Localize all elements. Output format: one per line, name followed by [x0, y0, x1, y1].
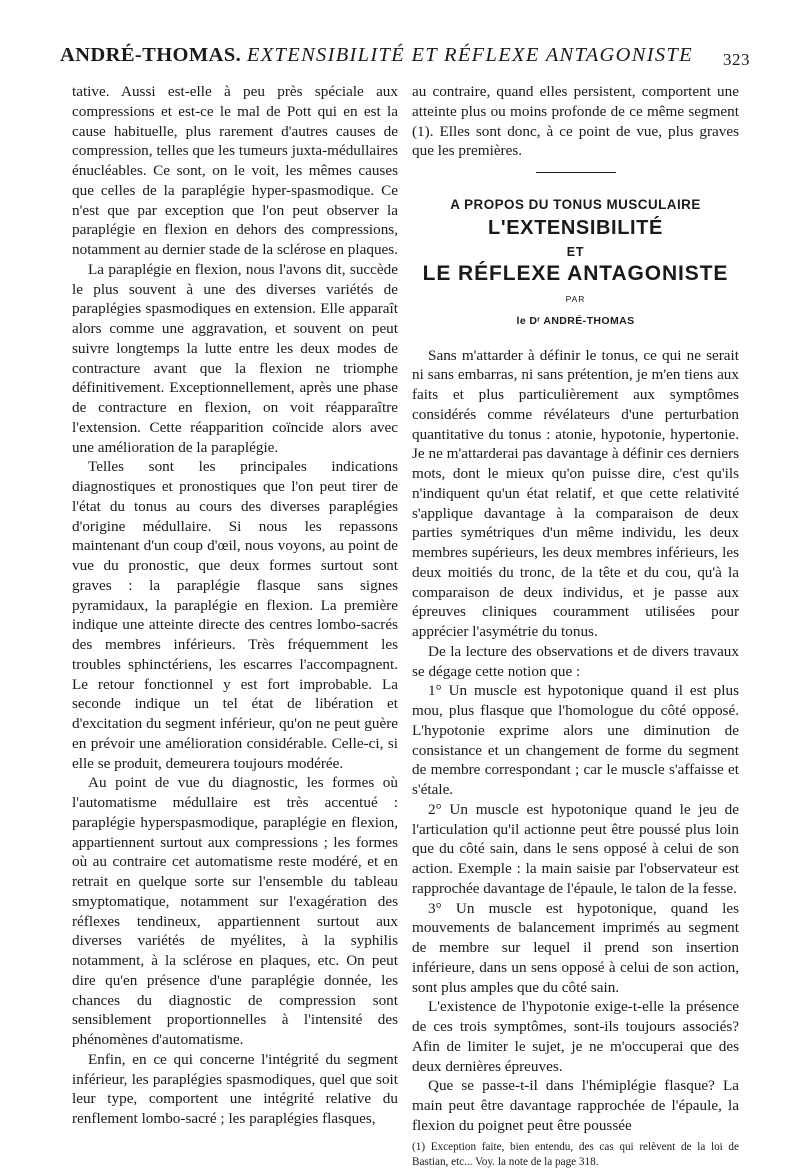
- paragraph: De la lecture des observations et de divers travaux se dégage cette notion que :: [412, 642, 739, 680]
- left-column: [72, 82, 398, 1129]
- page-number: 323: [723, 50, 750, 69]
- article-title-line2: LE RÉFLEXE ANTAGONISTE: [422, 262, 729, 286]
- paragraph: tative. Aussi est-elle à peu près spéciale aux compressions et est-ce le mal de Pott qui en est la cause habituelle, plus rarement d'autres causes de compression, telles que les tumeurs juxta-médullaires énucléables. Ce sont, on le voit, les mêmes causes que celles de la paraplégie hyper-spasmodique. Ce n'est que par exception que l'on peut observer la paraplégie en flexion en dehors des compressions, notamment au dernier stade de la sclérose en plaques.: [72, 83, 398, 258]
- article-title-conjunction: ET: [566, 244, 585, 259]
- running-header: [60, 44, 750, 74]
- paragraph: Que se passe-t-il dans l'hémiplégie flasque? La main peut être davantage rapprochée de l'épaule, la flexion du poignet peut être poussée: [412, 1077, 739, 1134]
- paragraph: Sans m'attarder à définir le tonus, ce qui ne serait ni sans embarras, ni sans prétention, je m'en tiens aux faits et plus particulièrement aux symptômes considérés comme révélateurs d'une perturbation quantitative du tonus : atonie, hypotonie, hypertonie. Je ne m'attarderai pas davantage à définir ces derniers mots, dont le mieux qu'on puisse dire, c'est qu'ils n'indiquent qu'un état relatif, et que cette relativité s'applique davantage à la comparaison de deux parties symétriques d'un même individu, les deux membres supérieurs, les deux membres inférieurs, les deux moitiés du tronc, de la tête et du cou, qu'à la comparaison de deux individus, et je passe aux épreuves cliniques couramment utilisées pour apprécier l'asymétrie du tonus.: [412, 346, 739, 640]
- paragraph: au contraire, quand elles persistent, comportent une atteinte plus ou moins profonde de ce même segment (1). Elles sont donc, à ce point de vue, plus graves que les premières.: [412, 83, 739, 160]
- article-kicker: A PROPOS DU TONUS MUSCULAIRE: [450, 197, 701, 212]
- header-author: ANDRÉ-THOMAS.: [60, 44, 242, 66]
- right-column: [412, 82, 739, 1170]
- article-byline-par: PAR: [565, 294, 586, 304]
- numbered-paragraph: 1° Un muscle est hypotonique quand il est plus mou, plus flasque que l'homologue du côté opposé. L'hypotonie exprime alors une diminution de consistance et un changement de forme du segment de membre correspondant ; car le muscle s'affaisse et s'étale.: [412, 682, 739, 798]
- article-title-line1: L'EXTENSIBILITÉ: [488, 216, 663, 239]
- numbered-paragraph: 2° Un muscle est hypotonique quand le jeu de l'articulation qu'il actionne peut être poussé plus loin que du côté sain, dans le sens opposé à celui de son action. Exemple : la main saisie par l'observateur est rapprochée davantage de l'épaule, le talon de la fesse.: [412, 800, 739, 897]
- article-author: le Dʳ ANDRÉ-THOMAS: [516, 314, 635, 327]
- paragraph: L'existence de l'hypotonie exige-t-elle la présence de ces trois symptômes, sont-ils toujours associés? Afin de limiter le sujet, je ne m'occuperai que des deux dernières épreuves.: [412, 998, 739, 1075]
- paragraph: Au point de vue du diagnostic, les formes où l'automatisme médullaire est très accentué : paraplégie hyperspasmodique, paraplégie en flexion, appartiennent surtout aux compressions ; les formes où au contraire cet automatisme reste modéré, et en retrait en quelque sorte sur l'ensemble du tableau smyptomatique, notamment sur l'exagération des réflexes tendineux, appartiennent surtout aux diverses variétés de myélites, à la syphilis notamment, à la sclérose en plaques, etc. On peut dire qu'en présence d'une paraplégie donnée, les chances du diagnostic de compression sont sensiblement proportionnelles à l'intensité des phénomènes d'automatisme.: [72, 774, 398, 1048]
- paragraph: Enfin, en ce qui concerne l'intégrité du segment inférieur, les paraplégies spasmodiques, quel que soit leur type, comportent une intégrité relative du renflement lombo-sacré ; les paraplégies flasques,: [72, 1050, 398, 1127]
- header-title: EXTENSIBILITÉ ET RÉFLEXE ANTAGONISTE: [246, 44, 693, 66]
- footnote: (1) Exception faite, bien entendu, des cas qui relèvent de la loi de Bastian, etc... Voy. la note de la page 318.: [412, 1140, 739, 1168]
- section-divider: [536, 172, 616, 173]
- numbered-paragraph: 3° Un muscle est hypotonique, quand les mouvements de balancement imprimés au segment de membre sur lequel il prend son insertion inférieure, dans un sens opposé à celui de son action, sont plus amples que du côté sain.: [412, 899, 739, 996]
- paragraph: Telles sont les principales indications diagnostiques et pronostiques que l'on peut tirer de l'état du tonus au cours des diverses paraplégies d'origine médullaire. Si nous les repassons maintenant d'un coup d'œil, nous voyons, au point de vue du pronostic, que deux formes surtout sont graves : la paraplégie flasque sans signes pyramidaux, la paraplégie en flexion. La première indique une atteinte directe des centres lombo-sacrés des membres inférieurs. Très fréquemment les troubles sphinctériens, les escarres l'accompagnent. Le retour fonctionnel y est fort improbable. La seconde indique un tel état de libération et d'excitation du segment inférieur, qu'on ne peut guère en prévoir une amélioration considérable. Celle-ci, si elle se produit, demeurera toujours modérée.: [72, 458, 398, 772]
- paragraph: La paraplégie en flexion, nous l'avons dit, succède le plus souvent à une des diverses variétés de paraplégies spasmodiques en extension. Elle apparaît alors comme une aggravation, et souvent on peut suivre longtemps la lutte entre les deux modes de contracture avant que la flexion ne triomphe définitivement. Exceptionnellement, après une phase de contracture en flexion, on voit réapparaître l'extension. Cette réapparition coïncide alors avec une amélioration de la paraplégie.: [72, 260, 398, 456]
